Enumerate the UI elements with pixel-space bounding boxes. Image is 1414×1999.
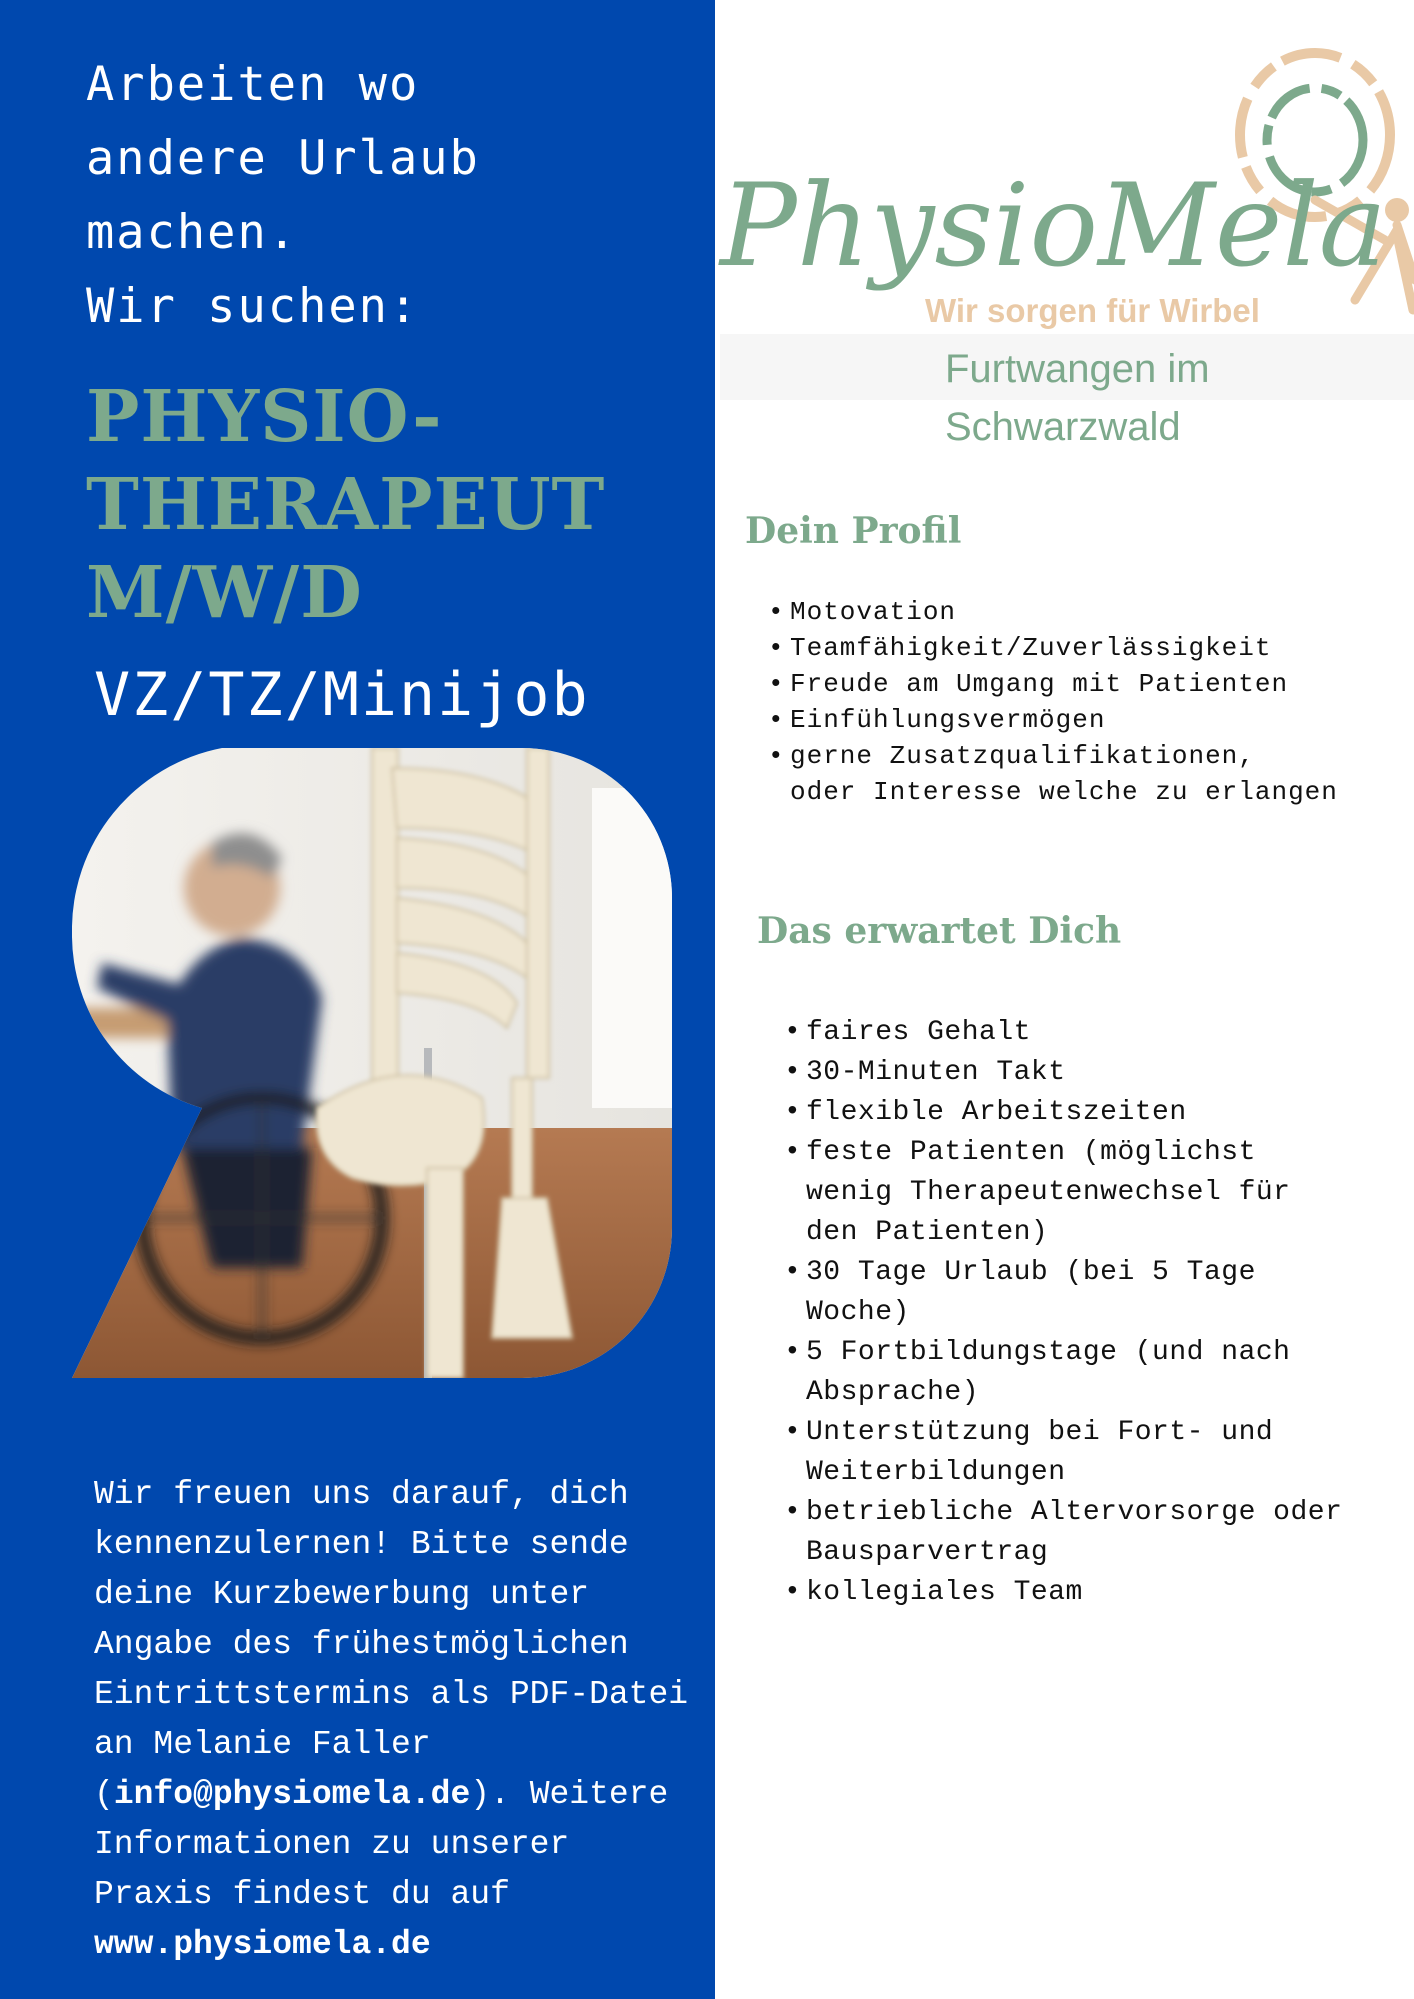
job-type: VZ/TZ/Minijob: [94, 660, 590, 730]
profile-heading: Dein Profil: [745, 510, 962, 552]
logo-tagline: Wir sorgen für Wirbel: [925, 292, 1260, 329]
headline-line: Arbeiten wo: [86, 57, 420, 112]
expect-item: • flexible Arbeitszeiten: [784, 1093, 1374, 1133]
closing-message: [94, 1470, 694, 1970]
job-title: [86, 372, 686, 636]
expect-item: • Unterstützung bei Fort- und Weiterbildungen: [784, 1413, 1374, 1493]
expect-item: • 5 Fortbildungstage (und nach Absprache): [784, 1333, 1374, 1413]
profile-item: • Freude am Umgang mit Patienten: [768, 666, 1388, 702]
job-title-line: PHYSIO-: [86, 374, 443, 458]
website-link[interactable]: www.physiomela.de: [94, 1926, 431, 1963]
closing-text-more: ). Weitere Informationen zu unserer Praxis findest du auf: [94, 1776, 669, 1913]
profile-item: • Teamfähigkeit/Zuverlässigkeit: [768, 630, 1388, 666]
headline-line: andere Urlaub: [86, 131, 480, 186]
expect-list: [784, 1013, 1374, 1613]
expect-item: • faires Gehalt: [784, 1013, 1374, 1053]
logo-wordmark: PhysioMela: [720, 159, 1387, 292]
profile-item: • Einfühlungsvermögen: [768, 702, 1388, 738]
expect-heading: Das erwartet Dich: [757, 910, 1122, 952]
expect-item: • betriebliche Altervorsorge oder Bausparvertrag: [784, 1493, 1374, 1573]
expect-item: • 30 Tage Urlaub (bei 5 Tage Woche): [784, 1253, 1374, 1333]
headline: [86, 48, 646, 344]
expect-item: • kollegiales Team: [784, 1573, 1374, 1613]
headline-line: machen.: [86, 205, 299, 260]
location-line: Furtwangen im: [945, 347, 1210, 391]
closing-text: Wir freuen uns darauf, dich kennenzulernen! Bitte sende deine Kurzbewerbung unter Angabe des frühestmöglichen Eintrittstermins als PDF-Datei an Melanie Faller (: [94, 1476, 689, 1813]
profile-item: • gerne Zusatzqualifikationen, oder Interesse welche zu erlangen: [768, 738, 1388, 810]
expect-item: • feste Patienten (möglichst wenig Therapeutenwechsel für den Patienten): [784, 1133, 1374, 1253]
contact-email[interactable]: info@physiomela.de: [113, 1776, 471, 1813]
job-title-line: THERAPEUT: [86, 462, 606, 546]
physiomela-logo: [715, 40, 1414, 330]
expect-item: • 30-Minuten Takt: [784, 1053, 1374, 1093]
skeleton-wheelchair-photo: [72, 748, 672, 1378]
profile-list: [768, 594, 1388, 810]
location-line: Schwarzwald: [945, 405, 1181, 449]
profile-item: • Motovation: [768, 594, 1388, 630]
job-title-line: M/W/D: [86, 550, 363, 634]
location: [945, 340, 1210, 456]
headline-line: Wir suchen:: [86, 279, 420, 334]
